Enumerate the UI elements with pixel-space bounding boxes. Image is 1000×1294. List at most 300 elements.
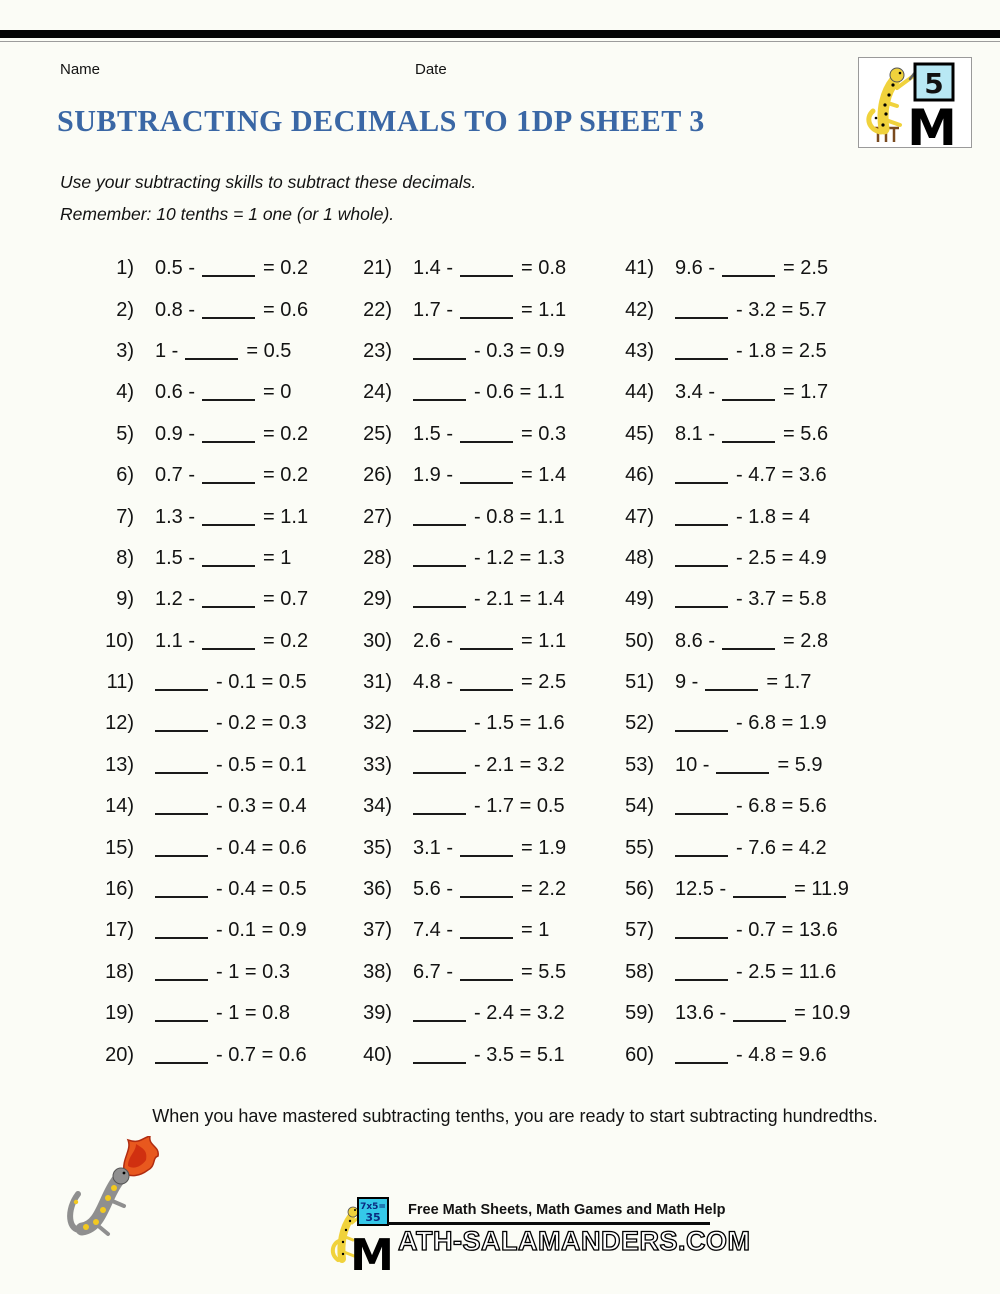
- answer-blank[interactable]: [722, 426, 775, 443]
- problem-row: [92, 1034, 350, 1075]
- answer-blank[interactable]: [413, 591, 466, 608]
- problem-row: [92, 289, 350, 330]
- problem-number: 4): [116, 381, 134, 404]
- problem-row: [350, 455, 612, 496]
- problem-expression: [675, 878, 849, 901]
- answer-blank[interactable]: [460, 922, 513, 939]
- problem-row: [92, 993, 350, 1034]
- problem-pre: 1.4 -: [413, 257, 454, 280]
- problem-expression: [155, 837, 307, 860]
- problem-pre: 0.9 -: [155, 422, 196, 445]
- answer-blank[interactable]: [460, 467, 513, 484]
- problem-row: [92, 952, 350, 993]
- problem-number: 34): [363, 795, 392, 818]
- problem-number: 39): [363, 1002, 392, 1025]
- problem-expression: [413, 795, 565, 818]
- answer-blank[interactable]: [202, 260, 255, 277]
- problem-number: 46): [625, 464, 654, 487]
- problem-row: [350, 952, 612, 993]
- problem-row: [92, 621, 350, 662]
- problem-number: 26): [363, 464, 392, 487]
- problem-post: = 10.9: [794, 1002, 851, 1025]
- problem-number: 45): [625, 422, 654, 445]
- problem-post: = 2.5: [521, 671, 567, 694]
- answer-blank[interactable]: [202, 509, 255, 526]
- problem-post: - 0.3 = 0.4: [216, 795, 307, 818]
- problem-post: - 6.8 = 1.9: [736, 712, 827, 735]
- problem-row: [92, 703, 350, 744]
- problem-number: 59): [625, 1002, 654, 1025]
- problem-number: 49): [625, 588, 654, 611]
- problem-row: [350, 414, 612, 455]
- problem-expression: [155, 878, 307, 901]
- problem-post: = 1: [521, 919, 550, 942]
- problem-post: - 0.3 = 0.9: [474, 339, 565, 362]
- problem-post: - 3.7 = 5.8: [736, 588, 827, 611]
- answer-blank[interactable]: [722, 633, 775, 650]
- name-label: Name: [60, 61, 101, 78]
- problem-row: [92, 827, 350, 868]
- problem-row: [350, 1034, 612, 1075]
- answer-blank[interactable]: [202, 302, 255, 319]
- answer-blank[interactable]: [675, 715, 728, 732]
- problem-expression: [413, 837, 566, 860]
- answer-blank[interactable]: [155, 715, 208, 732]
- problem-row: [350, 827, 612, 868]
- problem-post: = 11.9: [794, 878, 849, 901]
- answer-blank[interactable]: [722, 260, 775, 277]
- flame-salamander-icon: [62, 1136, 166, 1253]
- problem-expression: [155, 257, 308, 280]
- problem-pre: 4.8 -: [413, 671, 454, 694]
- problem-row: [350, 910, 612, 951]
- instructions-line-2: Remember: 10 tenths = 1 one (or 1 whole).: [60, 204, 395, 224]
- problem-post: - 1.8 = 4: [736, 505, 810, 528]
- answer-blank[interactable]: [675, 343, 728, 360]
- problem-number: 7): [116, 505, 134, 528]
- problem-expression: [675, 547, 827, 570]
- problem-number: 44): [625, 381, 654, 404]
- answer-blank[interactable]: [460, 964, 513, 981]
- problem-row: [92, 579, 350, 620]
- problem-number: 36): [363, 878, 392, 901]
- problem-expression: [155, 919, 307, 942]
- answer-blank[interactable]: [460, 260, 513, 277]
- problem-post: - 2.5 = 4.9: [736, 546, 827, 569]
- problem-post: = 1.1: [521, 298, 567, 321]
- problem-expression: [413, 588, 565, 611]
- problem-number: 53): [625, 753, 654, 776]
- problem-row: [92, 455, 350, 496]
- problem-pre: 5.6 -: [413, 878, 454, 901]
- problem-number: 42): [625, 298, 654, 321]
- problem-expression: [675, 464, 827, 487]
- problem-expression: [413, 671, 566, 694]
- problem-number: 21): [363, 257, 392, 280]
- date-label: Date: [415, 61, 447, 78]
- problem-row: [350, 993, 612, 1034]
- top-rule-thick: [0, 30, 1000, 38]
- answer-blank[interactable]: [155, 1005, 208, 1022]
- answer-blank[interactable]: [155, 881, 208, 898]
- problem-expression: [413, 754, 565, 777]
- sheet-number-badge: 5: [924, 67, 944, 100]
- problem-row: [350, 289, 612, 330]
- answer-blank[interactable]: [722, 384, 775, 401]
- answer-blank[interactable]: [675, 509, 728, 526]
- problem-post: - 1.7 = 0.5: [474, 795, 565, 818]
- answer-blank[interactable]: [202, 633, 255, 650]
- problem-post: - 0.1 = 0.9: [216, 919, 307, 942]
- problem-post: - 0.4 = 0.6: [216, 836, 307, 859]
- page-title: SUBTRACTING DECIMALS TO 1DP SHEET 3: [57, 103, 705, 138]
- problem-expression: [413, 423, 566, 446]
- problem-expression: [155, 506, 308, 529]
- problem-row: [612, 745, 912, 786]
- answer-blank[interactable]: [716, 757, 769, 774]
- problem-post: = 5.5: [521, 960, 567, 983]
- answer-blank[interactable]: [155, 674, 208, 691]
- problem-number: 1): [116, 257, 134, 280]
- problem-row: [612, 827, 912, 868]
- answer-blank[interactable]: [155, 757, 208, 774]
- problem-expression: [675, 299, 827, 322]
- problem-number: 16): [105, 878, 134, 901]
- problem-pre: 8.6 -: [675, 629, 716, 652]
- problem-number: 52): [625, 712, 654, 735]
- problem-pre: 1.9 -: [413, 464, 454, 487]
- problem-row: [612, 496, 912, 537]
- mini-board-line1: 7x5=: [360, 1202, 386, 1212]
- problem-expression: [413, 961, 566, 984]
- problem-row: [350, 703, 612, 744]
- instructions: [60, 166, 476, 230]
- answer-blank[interactable]: [675, 302, 728, 319]
- problem-expression: [413, 878, 566, 901]
- problem-post: - 2.1 = 3.2: [474, 753, 565, 776]
- problem-post: = 1.7: [766, 671, 812, 694]
- problem-expression: [155, 299, 308, 322]
- problem-expression: [675, 340, 827, 363]
- problem-number: 33): [363, 753, 392, 776]
- problem-row: [92, 538, 350, 579]
- problem-pre: 7.4 -: [413, 919, 454, 942]
- problem-pre: 1.2 -: [155, 588, 196, 611]
- problem-number: 9): [116, 588, 134, 611]
- problem-expression: [675, 919, 838, 942]
- math-salamanders-logo: [330, 1196, 750, 1272]
- problem-expression: [155, 712, 307, 735]
- problem-number: 31): [363, 671, 392, 694]
- problem-row: [612, 331, 912, 372]
- problem-row: [350, 496, 612, 537]
- problem-post: - 0.8 = 1.1: [474, 505, 565, 528]
- problem-row: [92, 248, 350, 289]
- problem-pre: 12.5 -: [675, 878, 727, 901]
- svg-text:M: M: [907, 99, 957, 147]
- answer-blank[interactable]: [675, 1047, 728, 1064]
- problem-pre: 1.5 -: [155, 546, 196, 569]
- problem-row: [612, 248, 912, 289]
- problem-pre: 6.7 -: [413, 960, 454, 983]
- problem-post: - 1.5 = 1.6: [474, 712, 565, 735]
- problem-expression: [155, 671, 307, 694]
- problem-row: [92, 745, 350, 786]
- problem-pre: 1.7 -: [413, 298, 454, 321]
- problem-pre: 0.7 -: [155, 464, 196, 487]
- answer-blank[interactable]: [705, 674, 758, 691]
- problem-post: - 7.6 = 4.2: [736, 836, 827, 859]
- problem-expression: [413, 381, 565, 404]
- problem-number: 30): [363, 629, 392, 652]
- problem-post: = 0: [263, 381, 292, 404]
- problem-expression: [675, 630, 828, 653]
- problem-post: - 0.4 = 0.5: [216, 878, 307, 901]
- answer-blank[interactable]: [675, 467, 728, 484]
- problem-expression: [675, 961, 836, 984]
- problem-expression: [155, 588, 308, 611]
- problem-row: [350, 331, 612, 372]
- answer-blank[interactable]: [460, 840, 513, 857]
- problem-number: 5): [116, 422, 134, 445]
- answer-blank[interactable]: [202, 591, 255, 608]
- problem-number: 28): [363, 546, 392, 569]
- problem-number: 25): [363, 422, 392, 445]
- problem-expression: [675, 257, 828, 280]
- answer-blank[interactable]: [202, 426, 255, 443]
- problem-pre: 1.3 -: [155, 505, 196, 528]
- problem-row: [612, 703, 912, 744]
- problem-number: 22): [363, 298, 392, 321]
- problem-post: - 2.5 = 11.6: [736, 960, 837, 983]
- problem-number: 41): [625, 257, 654, 280]
- problem-number: 24): [363, 381, 392, 404]
- problem-number: 6): [116, 464, 134, 487]
- problem-post: - 2.4 = 3.2: [474, 1002, 565, 1025]
- problem-expression: [675, 837, 827, 860]
- problem-row: [350, 579, 612, 620]
- problem-post: = 2.2: [521, 878, 567, 901]
- answer-blank[interactable]: [185, 343, 238, 360]
- answer-blank[interactable]: [460, 881, 513, 898]
- problem-row: [612, 662, 912, 703]
- logo-divider: [388, 1222, 710, 1225]
- problem-post: = 0.2: [263, 422, 309, 445]
- problem-row: [92, 414, 350, 455]
- problem-post: - 0.5 = 0.1: [216, 753, 307, 776]
- answer-blank[interactable]: [413, 1047, 466, 1064]
- answer-blank[interactable]: [413, 550, 466, 567]
- answer-blank[interactable]: [413, 509, 466, 526]
- problem-row: [612, 952, 912, 993]
- answer-blank[interactable]: [675, 840, 728, 857]
- mini-board-line2: 35: [365, 1211, 381, 1224]
- problem-post: = 0.2: [263, 464, 309, 487]
- answer-blank[interactable]: [155, 922, 208, 939]
- problem-expression: [675, 754, 823, 777]
- problem-pre: 1.1 -: [155, 629, 196, 652]
- problem-number: 14): [105, 795, 134, 818]
- problem-row: [350, 786, 612, 827]
- answer-blank[interactable]: [413, 798, 466, 815]
- problems-grid: [92, 248, 952, 1076]
- problem-pre: 3.1 -: [413, 836, 454, 859]
- answer-blank[interactable]: [460, 674, 513, 691]
- problem-number: 40): [363, 1043, 392, 1066]
- problem-post: = 0.7: [263, 588, 309, 611]
- answer-blank[interactable]: [155, 964, 208, 981]
- problem-post: = 2.8: [783, 629, 829, 652]
- problems-column-2: [350, 248, 612, 1076]
- answer-blank[interactable]: [460, 426, 513, 443]
- problem-post: = 0.5: [246, 339, 292, 362]
- mini-salamander-easel-icon: [330, 1196, 396, 1272]
- answer-blank[interactable]: [675, 550, 728, 567]
- problem-expression: [413, 712, 565, 735]
- answer-blank[interactable]: [675, 922, 728, 939]
- problem-post: - 1 = 0.8: [216, 1002, 290, 1025]
- problem-row: [92, 496, 350, 537]
- answer-blank[interactable]: [413, 384, 466, 401]
- problem-number: 13): [105, 753, 134, 776]
- problem-post: - 1.8 = 2.5: [736, 339, 827, 362]
- problem-number: 11): [106, 671, 134, 694]
- problem-row: [612, 455, 912, 496]
- problem-number: 12): [105, 712, 134, 735]
- problem-number: 29): [363, 588, 392, 611]
- problems-column-3: [612, 248, 912, 1076]
- problem-number: 56): [625, 878, 654, 901]
- problem-row: [350, 869, 612, 910]
- problem-row: [92, 786, 350, 827]
- answer-blank[interactable]: [155, 840, 208, 857]
- answer-blank[interactable]: [413, 343, 466, 360]
- problem-expression: [155, 630, 308, 653]
- answer-blank[interactable]: [202, 467, 255, 484]
- problem-pre: 3.4 -: [675, 381, 716, 404]
- problem-row: [350, 248, 612, 289]
- problem-expression: [675, 1002, 850, 1025]
- problem-pre: 0.6 -: [155, 381, 196, 404]
- problem-post: = 0.3: [521, 422, 567, 445]
- problem-number: 35): [363, 836, 392, 859]
- problem-post: - 0.7 = 0.6: [216, 1043, 307, 1066]
- problem-expression: [675, 506, 810, 529]
- instructions-line-1: Use your subtracting skills to subtract these decimals.: [60, 172, 477, 192]
- problem-post: = 1: [263, 546, 292, 569]
- problem-expression: [675, 588, 827, 611]
- problem-number: 15): [105, 836, 134, 859]
- answer-blank[interactable]: [675, 964, 728, 981]
- problem-number: 48): [625, 546, 654, 569]
- problem-expression: [413, 340, 565, 363]
- problem-row: [612, 1034, 912, 1075]
- problem-expression: [155, 423, 308, 446]
- problem-pre: 0.8 -: [155, 298, 196, 321]
- problem-expression: [675, 712, 827, 735]
- problem-expression: [675, 795, 827, 818]
- problem-row: [92, 662, 350, 703]
- problem-number: 50): [625, 629, 654, 652]
- problem-number: 60): [625, 1043, 654, 1066]
- answer-blank[interactable]: [675, 591, 728, 608]
- problem-expression: [155, 754, 307, 777]
- answer-blank[interactable]: [202, 550, 255, 567]
- problem-post: - 3.2 = 5.7: [736, 298, 827, 321]
- problems-column-1: [92, 248, 350, 1076]
- problem-row: [350, 538, 612, 579]
- problem-row: [350, 621, 612, 662]
- problem-number: 19): [105, 1002, 134, 1025]
- problem-row: [350, 372, 612, 413]
- problem-post: = 1.1: [263, 505, 309, 528]
- problem-post: = 0.2: [263, 629, 309, 652]
- answer-blank[interactable]: [460, 302, 513, 319]
- problem-post: = 1.1: [521, 629, 567, 652]
- problem-number: 18): [105, 960, 134, 983]
- problem-number: 51): [625, 671, 654, 694]
- problem-post: - 2.1 = 1.4: [474, 588, 565, 611]
- problem-expression: [155, 961, 290, 984]
- problem-number: 43): [625, 339, 654, 362]
- answer-blank[interactable]: [733, 1005, 786, 1022]
- problem-row: [612, 579, 912, 620]
- problem-expression: [413, 1044, 565, 1067]
- answer-blank[interactable]: [675, 798, 728, 815]
- problem-number: 3): [116, 339, 134, 362]
- answer-blank[interactable]: [460, 633, 513, 650]
- problem-post: = 0.8: [521, 257, 567, 280]
- problem-expression: [155, 1002, 290, 1025]
- problem-expression: [155, 381, 291, 404]
- problem-row: [350, 745, 612, 786]
- answer-blank[interactable]: [155, 798, 208, 815]
- problem-expression: [155, 464, 308, 487]
- problem-post: - 3.5 = 5.1: [474, 1043, 565, 1066]
- answer-blank[interactable]: [155, 1047, 208, 1064]
- problem-post: = 1.9: [521, 836, 567, 859]
- problem-expression: [413, 464, 566, 487]
- problem-number: 55): [625, 836, 654, 859]
- problem-pre: 9 -: [675, 671, 699, 694]
- problem-row: [612, 993, 912, 1034]
- answer-blank[interactable]: [413, 715, 466, 732]
- answer-blank[interactable]: [413, 1005, 466, 1022]
- problem-pre: 9.6 -: [675, 257, 716, 280]
- problem-expression: [413, 547, 565, 570]
- answer-blank[interactable]: [413, 757, 466, 774]
- problem-row: [612, 372, 912, 413]
- answer-blank[interactable]: [202, 384, 255, 401]
- problem-post: = 0.2: [263, 257, 309, 280]
- logo-domain-text: ATH-SALAMANDERS.COM: [398, 1226, 751, 1256]
- problem-number: 47): [625, 505, 654, 528]
- problem-number: 57): [625, 919, 654, 942]
- problem-post: = 0.6: [263, 298, 309, 321]
- problem-post: = 2.5: [783, 257, 829, 280]
- problem-number: 54): [625, 795, 654, 818]
- problem-expression: [675, 671, 811, 694]
- problem-post: - 4.8 = 9.6: [736, 1043, 827, 1066]
- answer-blank[interactable]: [733, 881, 786, 898]
- problem-number: 37): [363, 919, 392, 942]
- problem-expression: [155, 795, 307, 818]
- problem-post: - 4.7 = 3.6: [736, 464, 827, 487]
- problem-expression: [675, 381, 828, 404]
- problem-expression: [155, 1044, 307, 1067]
- problem-number: 20): [105, 1043, 134, 1066]
- footer-note: When you have mastered subtracting tenths, you are ready to start subtracting hundredths.: [152, 1106, 878, 1126]
